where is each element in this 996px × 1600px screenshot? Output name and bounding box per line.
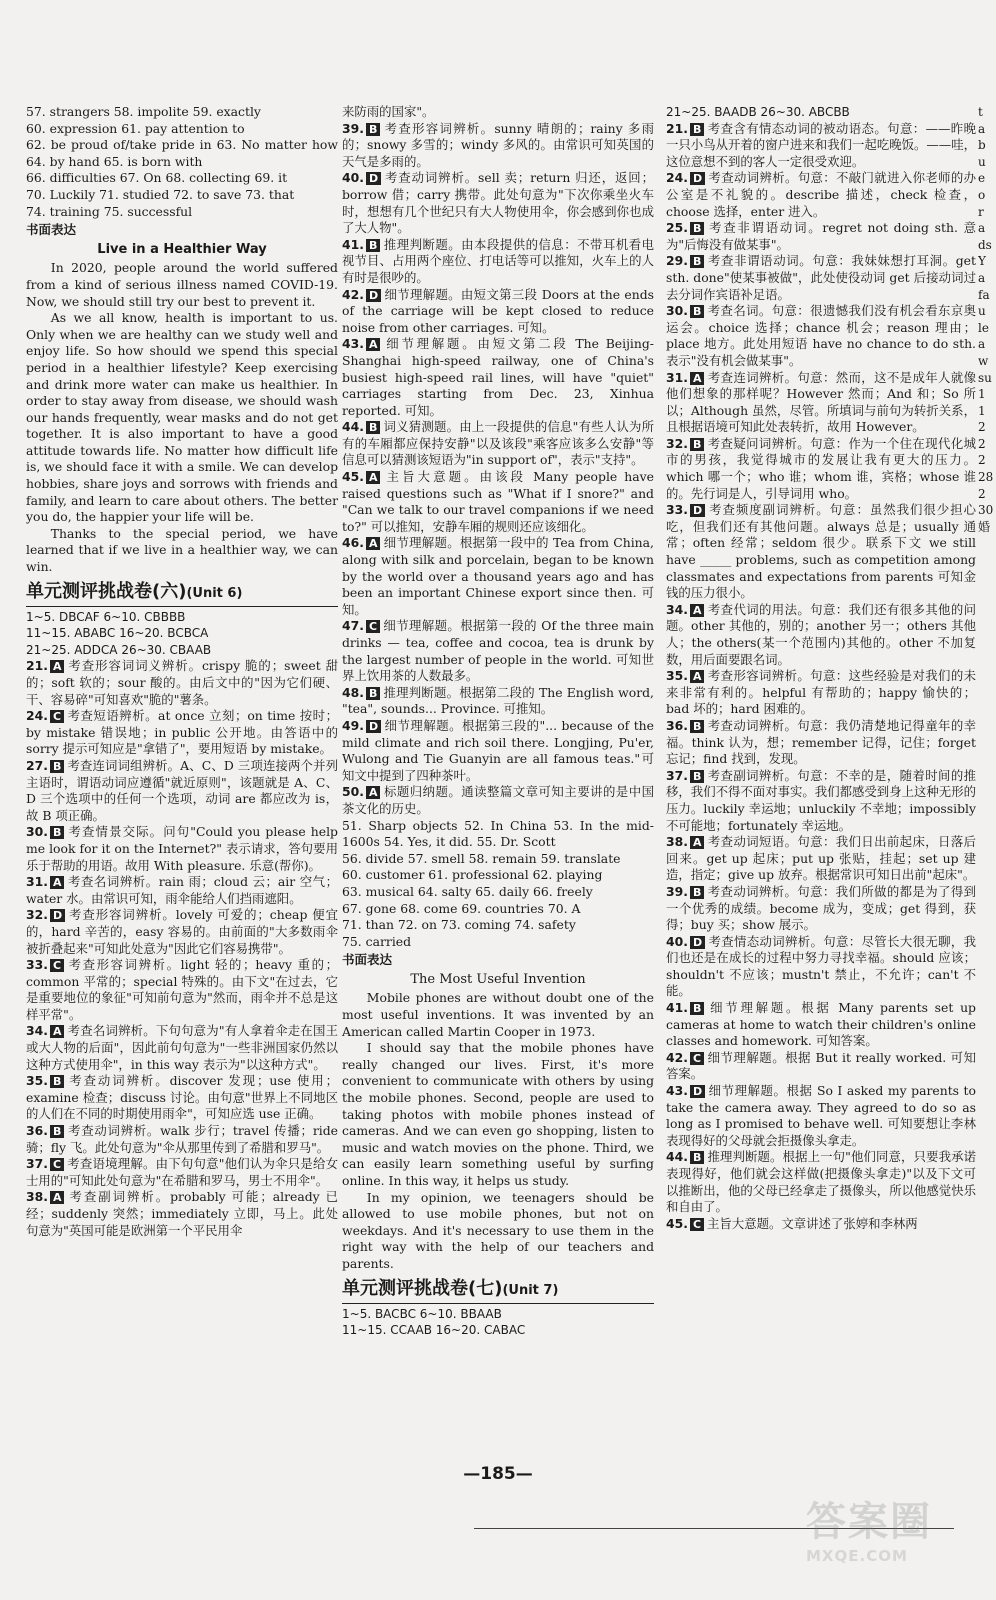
- answer-box: B: [690, 123, 704, 136]
- explanation-item: [666, 668, 976, 718]
- explanation-item: [26, 1023, 338, 1073]
- explanation-text: 考查动词辨析。sell 卖；return 归还，返回；borrow 借；carry 携带。此处句意为"下次你乘坐火车时，想想有几个世纪只有大人物使用伞，你会感到你也成了大人物"。: [342, 170, 654, 236]
- answer-line: 60. expression 61. pay attention to: [26, 120, 245, 136]
- cut-off-fragment: u: [978, 304, 986, 319]
- column-1: [26, 104, 338, 1239]
- answer-box: B: [690, 255, 704, 268]
- explanation-item: [26, 824, 338, 874]
- unit-test-title: [342, 1277, 654, 1304]
- question-number: 50.: [342, 784, 364, 800]
- question-number: 35.: [26, 1073, 48, 1089]
- question-number: 32.: [26, 907, 48, 923]
- explanation-text: 细节理解题。根据第一段中的 Tea from China, along with silk and porcelain, began to be known by the world over a thousand years ago and has been an important Chinese export since then. 可知。: [342, 535, 654, 617]
- cut-off-fragment: 28: [978, 470, 994, 485]
- cut-off-fragment: 2: [978, 420, 986, 435]
- explanation-text: 考查情景交际。问句"Could you please help me look for it on the Internet?" 表示请求，答句要用乐于帮助的用语。故用 With pleasure. 乐意(帮你)。: [26, 824, 338, 873]
- explanation-item: [666, 436, 976, 502]
- column-4-cut: [978, 104, 996, 535]
- explanation-item: [26, 957, 338, 1023]
- explanation-item: [666, 718, 976, 768]
- explanation-item: [666, 1083, 976, 1149]
- answer-line: 75. carried: [342, 933, 412, 949]
- question-number: 34.: [26, 1023, 48, 1039]
- essay-paragraph: Mobile phones are without doubt one of the most useful inventions. It was invented by an American called Martin Cooper in 1973.: [342, 990, 654, 1039]
- answer-line: 62. be proud of/take pride in 63. No matter how 64. by hand 65. is born with: [26, 137, 338, 169]
- watermark-logo: [806, 1490, 966, 1580]
- question-number: 46.: [342, 535, 364, 551]
- explanation-text: 考查频度副词辨析。句意：虽然我们很少担心吃，但我们还有其他问题。always 总是；usually 通常；often 经常；seldom 很少。联系下文 we still have _____ problems, such as competition among classmates and expectations from parents 可知金钱的压力很小。: [666, 502, 976, 601]
- explanation-text: 考查代词的用法。句意：我们还有很多其他的问题。other 其他的，别的；another 另一；others 其他人；the others(某一个范围内)其他的。other 不加复数，用后面要跟名词。: [666, 601, 976, 667]
- explanation-text: 考查副词辨析。句意：不幸的是，随着时间的推移，我们不得不面对事实。我们都感受到身上这种无形的压力。luckily 幸运地；unluckily 不幸地；impossibly 不可能地；fortunately 幸运地。: [666, 767, 976, 833]
- question-number: 24.: [26, 708, 48, 724]
- answer-box: D: [366, 289, 381, 302]
- explanation-item: [666, 121, 976, 171]
- answer-key-line: 11~15. ABABC 16~20. BCBCA: [26, 626, 209, 641]
- answer-box: A: [50, 660, 65, 673]
- explanation-text: 考查形容词辨析。sunny 晴朗的；rainy 多雨的；snowy 多雪的；windy 多风的。由常识可知英国的天气是多雨的。: [342, 120, 654, 169]
- explanation-item: [342, 237, 654, 287]
- answer-box: A: [366, 786, 381, 799]
- answer-box: A: [50, 1191, 65, 1204]
- answer-key-line: 11~15. CCAAB 16~20. CABAC: [342, 1323, 526, 1338]
- question-number: 38.: [666, 834, 688, 850]
- question-number: 36.: [26, 1123, 48, 1139]
- explanation-text: 细节理解题。由短文第二段 The Beijing-Shanghai high-speed railway, one of China's busiest high-speed rail lines, will have "quiet" carriages starting from Dec. 23, Xinhua reported. 可知。: [342, 336, 654, 418]
- question-number: 41.: [342, 236, 364, 252]
- unit-title-sub: (Unit 6): [186, 585, 243, 601]
- answer-box: A: [50, 876, 65, 889]
- question-number: 21.: [26, 658, 48, 674]
- cut-off-fragment: w: [978, 353, 989, 368]
- answer-box: B: [690, 720, 704, 733]
- unit-title-text: 单元测评挑战卷(七): [342, 1277, 503, 1299]
- explanation-item: [26, 758, 338, 824]
- answer-box: B: [690, 886, 704, 899]
- essay-paragraph: Thanks to the special period, we have learned that if we live in a healthier way, we can win.: [26, 525, 338, 575]
- question-number: 30.: [26, 824, 48, 840]
- essay-paragraph: In 2020, people around the world suffered from a kind of serious illness named COVID-19. Now, we should still try our best to prevent it.: [26, 260, 338, 309]
- explanation-item: [26, 658, 338, 708]
- answer-line: 56. divide 57. smell 58. remain 59. translate: [342, 850, 621, 866]
- answer-key-line: 21~25. BAADB 26~30. ABCBB: [666, 105, 850, 119]
- explanation-item: [666, 1050, 976, 1083]
- explanation-text: 细节理解题。根据第一段的 Of the three main drinks — tea, coffee and cocoa, tea is drunk by the largest number of people in the world. 可知世界上饮用茶的人数最多。: [342, 618, 654, 684]
- explanation-text: 考查动词短语。句意：我们日出前起床，日落后回来。get up 起床；put up 张贴，挂起；set up 建造，指定；give up 放弃。根据常识可知日出前"起床"。: [666, 834, 976, 883]
- explanation-item: [342, 535, 654, 618]
- answer-box: D: [690, 1085, 705, 1098]
- explanation-text: 考查情态动词辨析。句意：尽管长大很无聊，我们也还是在成长的过程中努力寻找幸福。should 应该；shouldn't 不应该；mustn't 禁止，不允许；can't 不能。: [666, 933, 976, 999]
- cut-off-fragment: fa: [978, 287, 990, 302]
- explanation-text: 考查短语辨析。at once 立刻；on time 按时；by mistake 错误地；in public 公开地。由答语中的 sorry 提示可知应是"拿错了"，要用短语 by mistake。: [26, 708, 338, 757]
- explanation-item: [666, 370, 976, 436]
- explanation-item: [666, 220, 976, 253]
- watermark-site: MXQE.COM: [806, 1547, 908, 1565]
- question-number: 42.: [342, 286, 364, 302]
- answer-line: 74. training 75. successful: [26, 203, 193, 219]
- answer-box: B: [50, 826, 64, 839]
- explanation-item: [26, 708, 338, 758]
- explanation-item: [666, 303, 976, 369]
- question-number: 45.: [666, 1215, 688, 1231]
- explanation-item: [26, 1189, 338, 1239]
- question-number: 37.: [666, 767, 688, 783]
- answer-box: A: [366, 471, 381, 484]
- answer-box: A: [366, 338, 381, 351]
- explanation-item: [666, 934, 976, 1000]
- section-heading: 书面表达: [342, 952, 393, 968]
- unit-test-title: [26, 580, 338, 607]
- question-number: 45.: [342, 469, 364, 485]
- cut-off-fragment: a: [978, 221, 986, 236]
- answer-box: B: [690, 438, 704, 451]
- answer-box: C: [690, 1052, 704, 1065]
- cut-off-fragment: su: [978, 370, 992, 385]
- explanation-text: 考查动词辨析。句意：我们所做的都是为了得到一个优秀的成绩。become 成为，变成；get 得到，获得；buy 买；show 展示。: [666, 883, 976, 933]
- explanation-text: 考查非谓语动词。regret not doing sth. 意为"后悔没有做某事"。: [666, 220, 976, 252]
- cut-off-fragment: u: [978, 154, 986, 169]
- explanation-text: 考查非谓语动词。句意：我妹妹想打耳洞。get sth. done"使某事被做"，此处使役动词 get 后接动词过去分词作宾语补足语。: [666, 253, 976, 302]
- explanation-text: 考查名词辨析。rain 雨；cloud 云；air 空气；water 水。由常识可知，雨伞能给人们挡雨遮阳。: [26, 874, 338, 906]
- explanation-text: 考查形容词辨析。light 轻的；heavy 重的；common 平常的；special 特殊的。由下文"在过去，它是重要地位的象征"可知前句意为"然而，雨伞并不总是这样平常"。: [26, 957, 338, 1022]
- answer-key-line: 1~5. BACBC 6~10. BBAAB: [342, 1306, 502, 1321]
- answer-key-line: 21~25. ADDCA 26~30. CBAAB: [26, 642, 212, 657]
- explanation-text: 主旨大意题。由该段 Many people have raised questions such as "What if I snore?" and "Can we talk to our travel companions if we need to?" 可以推知，安静车厢的规则还应该细化。: [342, 469, 654, 534]
- question-number: 33.: [666, 502, 688, 518]
- question-number: 32.: [666, 435, 688, 451]
- explanation-item: [342, 336, 654, 419]
- explanation-item: [342, 170, 654, 236]
- question-number: 49.: [342, 717, 364, 733]
- question-number: 44.: [666, 1149, 688, 1165]
- cut-off-fragment: 2: [978, 453, 986, 468]
- explanation-text: 细节理解题。根据 So I asked my parents to take the camera away. They agreed to do so as long as I promised to behave well. 可知要想让李林表现得好的父母就会拒摄像头拿走。: [666, 1083, 976, 1148]
- unit-title-sub: (Unit 7): [502, 1282, 559, 1298]
- explanation-text: 考查名词。句意：很遗憾我们没有机会看东京奥运会。choice 选择；chance 机会；reason 理由；place 地方。此处用短语 have no chance to do sth. 表示"没有机会做某事"。: [666, 303, 976, 368]
- page-number: —185—: [463, 1464, 533, 1484]
- explanation-item: [666, 602, 976, 668]
- cut-off-fragment: 1: [978, 403, 986, 418]
- answer-box: B: [366, 239, 380, 252]
- answer-box: D: [690, 936, 705, 949]
- explanation-item: [666, 1000, 976, 1050]
- answer-box: D: [690, 504, 705, 517]
- cut-off-fragment: e: [978, 171, 986, 186]
- cut-off-fragment: 30: [978, 503, 994, 518]
- question-number: 25.: [666, 220, 688, 236]
- cut-off-fragment: a: [978, 270, 986, 285]
- answer-line: 71. than 72. on 73. coming 74. safety: [342, 917, 576, 933]
- answer-box: A: [366, 537, 381, 550]
- explanation-text: 考查语境理解。由下句句意"他们认为伞只是给女士用的"可知此处句意为"在希腊和罗马，男士不用伞"。: [26, 1156, 338, 1188]
- explanation-text: 细节理解题。由短文第三段 Doors at the ends of the carriage will be kept closed to reduce noise from other carriages. 可知。: [342, 286, 654, 335]
- answer-box: B: [366, 123, 380, 136]
- answer-box: D: [50, 909, 65, 922]
- question-number: 38.: [26, 1189, 48, 1205]
- question-number: 35.: [666, 668, 688, 684]
- question-number: 33.: [26, 957, 48, 973]
- answer-box: B: [690, 222, 704, 235]
- answer-box: B: [690, 1151, 704, 1164]
- explanation-text: 考查形容词辨析。句意：这些经验是对我们的未来非常有利的。helpful 有帮助的；happy 愉快的；bad 坏的；hard 困难的。: [666, 668, 976, 717]
- explanation-text: 考查动词辨析。句意：不敲门就进入你老师的办公室是不礼貌的。describe 描述，check 检查，choose 选择，enter 进入。: [666, 170, 976, 219]
- explanation-text: 推理判断题。根据第二段的 The English word, "tea", sounds... Province. 可推知。: [342, 684, 654, 717]
- question-number: 48.: [342, 684, 364, 700]
- explanation-text: 考查连词辨析。句意：然而，这不是成年人就像他们想象的那样呢？However 然而；And 和；So 所以；Although 虽然，尽管。所填词与前句为转折关系，且根据语境可知此处表转折，故用 However。: [666, 369, 976, 435]
- explanation-item: [666, 253, 976, 303]
- question-number: 39.: [342, 120, 364, 136]
- question-number: 31.: [26, 874, 48, 890]
- question-number: 27.: [26, 757, 48, 773]
- answer-box: C: [50, 710, 64, 723]
- explanation-item: [26, 907, 338, 957]
- cut-off-fragment: 婚: [978, 519, 991, 534]
- cut-off-fragment: le: [978, 320, 989, 335]
- answer-box: D: [366, 720, 381, 733]
- cut-off-fragment: a: [978, 121, 986, 136]
- cut-off-fragment: o: [978, 187, 986, 202]
- explanation-text: 细节理解题。根据 But it really worked. 可知答案。: [666, 1049, 976, 1082]
- question-number: 40.: [666, 933, 688, 949]
- answer-box: A: [690, 836, 705, 849]
- explanation-item: [342, 718, 654, 784]
- explanation-text: 标题归纳题。通读整篇文章可知主要讲的是中国茶文化的历史。: [342, 784, 654, 816]
- answer-line: 51. Sharp objects 52. In China 53. In the mid-1600s 54. Yes, it did. 55. Dr. Scott: [342, 817, 654, 850]
- explanation-text: 考查名词辨析。下句句意为"有人拿着伞走在国王或大人物的后面"，因此前句句意为"一些非洲国家仍然以这种方式使用伞"，in this way 表示为"以这种方式"。: [26, 1023, 338, 1072]
- question-number: 29.: [666, 253, 688, 269]
- cut-off-fragment: 2: [978, 436, 986, 451]
- essay-title: Live in a Healthier Way: [97, 241, 267, 257]
- answer-box: B: [50, 1125, 64, 1138]
- explanation-item: [342, 784, 654, 817]
- cut-off-fragment: ds: [978, 237, 992, 252]
- question-number: 31.: [666, 369, 688, 385]
- essay-paragraph: As we all know, health is important to us. Only when we are healthy can we study well and enjoy life. So how should we spend this special period in a healthier lifestyle? Keep exercising and drink more water can make us healthier. In order to stay away from disease, we should wash our hands frequently, wear masks and do not get together. It is also important to have a good attitude towards life. No matter how difficult life is, we should face it with a smile. We can develop hobbies, share joys and sorrows with friends and family, and learn to care about others. The better you do, the happier your life will be.: [26, 310, 338, 525]
- essay-paragraph: I should say that the mobile phones have really changed our lives. First, it's more convenient to communicate with others by using the mobile phones. Second, people are used to taking photos with mobile phones instead of cameras. And we can even go shopping, listen to music and watch movies on the phone. Third, we can easily learn something useful by surfing online. In this way, it helps us study.: [342, 1040, 654, 1188]
- explanation-text: 考查动词辨析。discover 发现；use 使用；examine 检查；discuss 讨论。由句意"世界上不同地区的人们在不同的时期使用雨伞"，可知应选 use 正确。: [26, 1073, 338, 1122]
- explanation-item: [666, 1216, 976, 1233]
- explanation-item: [666, 834, 976, 884]
- answer-box: C: [366, 620, 380, 633]
- question-number: 24.: [666, 170, 688, 186]
- answer-box: A: [50, 1025, 65, 1038]
- explanation-item: [26, 874, 338, 907]
- explanation-text: 考查副词辨析。probably 可能；already 已经；suddenly 突然；immediately 立即，马上。此处句意为"英国可能是欧洲第一个平民用伞: [26, 1189, 338, 1238]
- answer-box: B: [690, 305, 704, 318]
- explanation-item: [666, 1149, 976, 1215]
- watermark-main: 答案圈: [806, 1499, 932, 1545]
- explanation-item: [342, 685, 654, 718]
- unit-title-text: 单元测评挑战卷(六): [26, 580, 187, 602]
- explanation-item: [666, 170, 976, 220]
- answer-box: B: [690, 1002, 704, 1015]
- answer-line: 70. Luckily 71. studied 72. to save 73. that: [26, 186, 295, 202]
- cut-off-fragment: a: [978, 337, 986, 352]
- explanation-text: 细节理解题。根据 Many parents set up cameras at home to watch their children's online classes and homework. 可知答案。: [666, 1000, 976, 1049]
- question-number: 43.: [666, 1083, 688, 1099]
- explanation-item: [26, 1073, 338, 1123]
- explanation-item: [342, 419, 654, 469]
- explanation-item: [666, 502, 976, 602]
- question-number: 21.: [666, 120, 688, 136]
- answer-box: A: [690, 372, 705, 385]
- answer-box: D: [366, 172, 381, 185]
- question-number: 34.: [666, 601, 688, 617]
- essay-title: The Most Useful Invention: [410, 971, 586, 987]
- answer-key-line: 1~5. DBCAF 6~10. CBBBB: [26, 609, 186, 624]
- explanation-item: [26, 1123, 338, 1156]
- answer-box: B: [690, 770, 704, 783]
- explanation-text: 词义猜测题。由上一段提供的信息"有些人认为所有的车厢都应保持安静"以及该段"乘客应该多么安静"等信息可以猜测该短语为"in support of"，表示"支持"。: [342, 419, 654, 468]
- cut-off-fragment: 1: [978, 387, 986, 402]
- explanation-text: 考查形容词辨析。lovely 可爱的；cheap 便宜的，hard 辛苦的，easy 容易的。由前面的"大多数雨伞被折叠起来"可知此处意为"因此它们容易携带"。: [26, 907, 338, 956]
- explanation-text: 推理判断题。根据上一句"他们同意，只要我承诺表现得好，他们就会这样做(把摄像头拿走)"以及下文可以推断出，他的父母已经拿走了摄像头，所以他感觉快乐和自由了。: [666, 1149, 976, 1215]
- answer-line: 来防雨的国家"。: [342, 104, 435, 119]
- explanation-text: 推理判断题。由本段提供的信息：不带耳机看电视节目、占用两个座位、打电话等可以推知，火车上的人有时是很吵的。: [342, 236, 654, 285]
- question-number: 42.: [666, 1049, 688, 1065]
- explanation-text: 主旨大意题。文章讲述了张婷和李林两: [707, 1215, 918, 1231]
- explanation-text: 考查形容词词义辨析。crispy 脆的；sweet 甜的；soft 软的；sour 酸的。由后文中的"因为它们硬、干、容易碎"可知喜欢"脆的"薯条。: [26, 658, 338, 707]
- essay-paragraph: In my opinion, we teenagers should be allowed to use mobile phones, but not on weekdays. And it's necessary to use them in the right way with the help of our teachers and parents.: [342, 1189, 654, 1271]
- explanation-text: 考查疑问词辨析。句意：作为一个住在现代化城市的男孩，我觉得城市的发展让我有更大的压力。which 哪一个；who 谁；whom 谁，宾格；whose 谁的。先行词是人，引导词用 who。: [666, 435, 976, 501]
- answer-line: 66. difficulties 67. On 68. collecting 69. it: [26, 170, 288, 186]
- answer-box: C: [50, 959, 64, 972]
- answer-box: B: [366, 421, 380, 434]
- answer-line: 57. strangers 58. impolite 59. exactly: [26, 104, 261, 119]
- explanation-text: 细节理解题。根据第三段的"... because of the mild climate and rich soil there. Longjing, Pu'er, Wulong and Tie Guanyin are all famous teas."可知文中提到了四种茶叶。: [342, 717, 654, 783]
- answer-box: C: [50, 1158, 64, 1171]
- cut-off-fragment: Y: [978, 254, 986, 269]
- cut-off-fragment: 2: [978, 486, 986, 501]
- answer-box: B: [50, 1075, 64, 1088]
- answer-line: 67. gone 68. come 69. countries 70. A: [342, 900, 581, 916]
- explanation-text: 考查动词辨析。句意：我仍清楚地记得童年的幸福。think 认为，想；remember 记得，记住；forget 忘记；find 找到，发现。: [666, 717, 976, 767]
- explanation-item: [342, 121, 654, 171]
- explanation-item: [666, 768, 976, 834]
- answer-box: B: [366, 687, 380, 700]
- answer-box: C: [690, 1218, 704, 1231]
- question-number: 41.: [666, 1000, 688, 1016]
- question-number: 43.: [342, 336, 364, 352]
- explanation-item: [666, 884, 976, 934]
- answer-box: A: [690, 604, 705, 617]
- answer-box: D: [690, 172, 705, 185]
- explanation-item: [26, 1156, 338, 1189]
- explanation-text: 考查动词辨析。walk 步行；travel 传播；ride 骑；fly 飞。此处句意为"伞从那里传到了希腊和罗马"。: [26, 1123, 338, 1155]
- question-number: 36.: [666, 717, 688, 733]
- column-2: [342, 104, 654, 1339]
- answer-line: 60. customer 61. professional 62. playing: [342, 867, 603, 883]
- question-number: 47.: [342, 618, 364, 634]
- explanation-text: 考查连词词组辨析。A、C、D 三项连接两个并列主语时，谓语动词应遵循"就近原则"，该题就是 A、C、D 三个选项中的任何一个选项，动词 are 都应改为 is，故 B 项正确。: [26, 757, 338, 823]
- cut-off-fragment: r: [978, 204, 984, 219]
- question-number: 30.: [666, 303, 688, 319]
- explanation-item: [342, 287, 654, 337]
- explanation-item: [342, 618, 654, 684]
- column-3: [666, 104, 976, 1232]
- question-number: 40.: [342, 170, 364, 186]
- question-number: 44.: [342, 419, 364, 435]
- answer-box: A: [690, 670, 705, 683]
- answer-box: B: [50, 760, 64, 773]
- section-heading: 书面表达: [26, 222, 77, 238]
- explanation-text: 考查含有情态动词的被动语态。句意：——昨晚一只小鸟从开着的窗户进来和我们一起吃晚饭。——哇，这位意想不到的客人一定很受欢迎。: [666, 120, 976, 169]
- explanation-item: [342, 469, 654, 535]
- cut-off-fragment: t: [978, 105, 983, 119]
- answer-line: 63. musical 64. salty 65. daily 66. freely: [342, 883, 593, 899]
- question-number: 39.: [666, 883, 688, 899]
- question-number: 37.: [26, 1156, 48, 1172]
- cut-off-fragment: b: [978, 138, 986, 153]
